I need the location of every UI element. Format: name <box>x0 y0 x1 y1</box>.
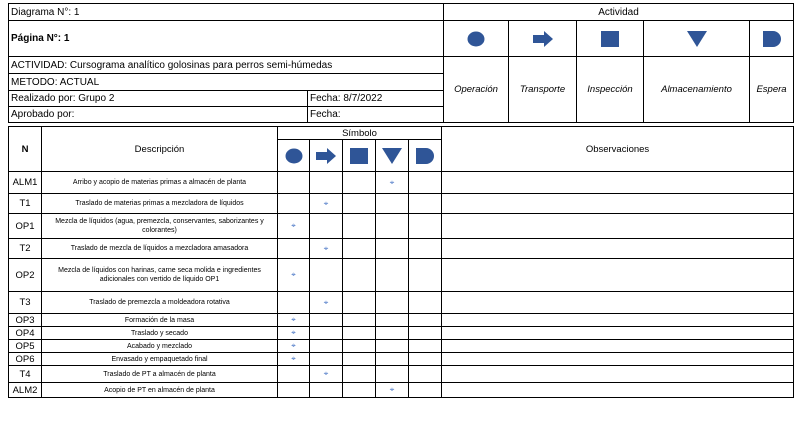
date-2: Fecha: <box>308 107 444 123</box>
step-description: Acopio de PT en almacén de planta <box>42 383 278 398</box>
symbol-cell <box>278 292 310 314</box>
table-row <box>9 340 794 353</box>
table-row <box>9 172 794 194</box>
label-operation: Operación <box>444 57 509 123</box>
symbol-cell <box>343 353 376 366</box>
symbol-cell <box>409 259 442 292</box>
mark-icon: ⌖ <box>291 354 296 363</box>
symbol-cell <box>343 340 376 353</box>
date: Fecha: 8/7/2022 <box>308 91 444 107</box>
symbol-cell <box>343 259 376 292</box>
symbol-cell <box>343 292 376 314</box>
symbol-cell <box>409 383 442 398</box>
mark-icon: ⌖ <box>291 270 296 279</box>
mark-icon: ⌖ <box>323 297 329 307</box>
arrow-right-icon <box>316 148 336 164</box>
symbol-cell <box>278 353 310 366</box>
symbol-cell <box>278 327 310 340</box>
table-row <box>9 259 794 292</box>
symbol-cell <box>376 314 409 327</box>
symbol-cell <box>310 239 343 259</box>
symbol-cell <box>278 383 310 398</box>
symbol-cell <box>343 383 376 398</box>
symbol-cell <box>409 340 442 353</box>
header-transport-cell <box>509 21 577 57</box>
step-id: OP5 <box>9 340 42 353</box>
symbol-cell <box>343 366 376 383</box>
symbol-cell <box>409 327 442 340</box>
symbol-cell <box>310 292 343 314</box>
symbol-cell <box>310 327 343 340</box>
d-shape-icon <box>763 31 781 47</box>
symbol-cell <box>376 327 409 340</box>
observation-cell <box>442 353 794 366</box>
symbol-cell <box>310 383 343 398</box>
table-row <box>9 366 794 383</box>
sym-inspection-cell <box>343 140 376 172</box>
mark-icon: ⌖ <box>389 177 395 187</box>
sym-operation-cell <box>278 140 310 172</box>
symbol-cell <box>278 259 310 292</box>
arrow-right-icon <box>533 31 553 47</box>
sym-wait-cell <box>409 140 442 172</box>
header-operation-cell <box>444 21 509 57</box>
label-transport: Transporte <box>509 57 577 123</box>
symbol-cell <box>278 172 310 194</box>
observation-cell <box>442 259 794 292</box>
header-inspection-cell <box>577 21 644 57</box>
symbol-cell <box>278 194 310 214</box>
step-description: Acabado y mezclado <box>42 340 278 353</box>
observation-cell <box>442 292 794 314</box>
header-table <box>8 3 794 123</box>
symbol-cell <box>343 194 376 214</box>
step-id: OP1 <box>9 214 42 239</box>
symbol-cell <box>409 366 442 383</box>
table-row <box>9 194 794 214</box>
symbol-cell <box>376 194 409 214</box>
symbol-cell <box>310 314 343 327</box>
step-id: OP6 <box>9 353 42 366</box>
step-description: Traslado de materias primas a mezcladora de líquidos <box>42 194 278 214</box>
step-id: OP2 <box>9 259 42 292</box>
symbol-cell <box>343 327 376 340</box>
table-row <box>9 292 794 314</box>
header-wait-cell <box>750 21 794 57</box>
observation-cell <box>442 340 794 353</box>
step-id: T2 <box>9 239 42 259</box>
mark-icon: ⌖ <box>291 341 296 350</box>
symbol-cell <box>343 239 376 259</box>
step-description: Traslado de premezcla a moldeadora rotativa <box>42 292 278 314</box>
step-description: Mezcla de líquidos (agua, premezcla, conservantes, saborizantes y colorantes) <box>42 214 278 239</box>
mark-icon: ⌖ <box>323 243 329 253</box>
symbol-cell <box>310 194 343 214</box>
mark-icon: ⌖ <box>291 315 296 324</box>
observation-cell <box>442 214 794 239</box>
step-id: T3 <box>9 292 42 314</box>
symbol-cell <box>278 340 310 353</box>
symbol-cell <box>409 353 442 366</box>
col-n-header: N <box>9 127 42 172</box>
square-icon <box>350 148 368 164</box>
symbol-cell <box>409 292 442 314</box>
symbol-cell <box>310 259 343 292</box>
symbol-cell <box>343 172 376 194</box>
symbol-cell <box>278 314 310 327</box>
square-icon <box>601 31 619 47</box>
symbol-cell <box>343 214 376 239</box>
table-row <box>9 327 794 340</box>
symbol-cell <box>310 340 343 353</box>
step-id: ALM1 <box>9 172 42 194</box>
symbol-cell <box>376 292 409 314</box>
symbol-cell <box>409 314 442 327</box>
symbol-cell <box>310 214 343 239</box>
header-storage-cell <box>644 21 750 57</box>
label-inspection: Inspección <box>577 57 644 123</box>
made-by: Realizado por: Grupo 2 <box>9 91 308 107</box>
sym-transport-cell <box>310 140 343 172</box>
symbol-cell <box>376 172 409 194</box>
table-row <box>9 383 794 398</box>
symbol-cell <box>409 214 442 239</box>
step-id: OP4 <box>9 327 42 340</box>
activity-description: ACTIVIDAD: Cursograma analítico golosinas para perros semi-húmedas <box>9 57 444 74</box>
mark-icon: ⌖ <box>291 221 296 230</box>
observation-cell <box>442 172 794 194</box>
observation-cell <box>442 383 794 398</box>
observation-cell <box>442 366 794 383</box>
symbol-cell <box>409 172 442 194</box>
observation-cell <box>442 327 794 340</box>
observation-cell <box>442 239 794 259</box>
activity-title: Actividad <box>444 4 794 21</box>
col-observations-header: Observaciones <box>442 127 794 172</box>
symbol-cell <box>376 353 409 366</box>
symbol-cell <box>376 214 409 239</box>
symbol-cell <box>376 259 409 292</box>
symbol-cell <box>278 214 310 239</box>
approved-by: Aprobado por: <box>9 107 308 123</box>
symbol-cell <box>376 340 409 353</box>
mark-icon: ⌖ <box>291 328 296 337</box>
page-number: Página N°: 1 <box>9 21 444 57</box>
observation-cell <box>442 194 794 214</box>
symbol-cell <box>310 366 343 383</box>
symbol-cell <box>409 239 442 259</box>
mark-icon: ⌖ <box>389 385 395 394</box>
circle-icon <box>285 148 303 164</box>
label-wait: Espera <box>750 57 794 123</box>
table-row <box>9 239 794 259</box>
step-description: Arribo y acopio de materias primas a almacén de planta <box>42 172 278 194</box>
step-description: Mezcla de líquidos con harinas, carne seca molida e ingredientes adicionales con vertido de líquido OP1 <box>42 259 278 292</box>
process-table <box>8 126 794 398</box>
symbol-cell <box>409 194 442 214</box>
step-id: ALM2 <box>9 383 42 398</box>
d-shape-icon <box>416 148 434 164</box>
triangle-down-icon <box>687 31 707 47</box>
step-description: Traslado de mezcla de líquidos a mezcladora amasadora <box>42 239 278 259</box>
symbol-cell <box>278 366 310 383</box>
triangle-down-icon <box>382 148 402 164</box>
step-description: Traslado de PT a almacén de planta <box>42 366 278 383</box>
symbol-cell <box>376 366 409 383</box>
label-storage: Almacenamiento <box>644 57 750 123</box>
symbol-cell <box>278 239 310 259</box>
circle-icon <box>467 31 485 47</box>
col-symbol-header: Símbolo <box>278 127 442 140</box>
step-id: T1 <box>9 194 42 214</box>
diagram-number: Diagrama N°: 1 <box>9 4 444 21</box>
sym-storage-cell <box>376 140 409 172</box>
symbol-cell <box>376 239 409 259</box>
process-chart-sheet <box>8 3 793 440</box>
mark-icon: ⌖ <box>323 369 329 378</box>
symbol-cell <box>343 314 376 327</box>
symbol-cell <box>376 383 409 398</box>
table-row <box>9 353 794 366</box>
observation-cell <box>442 314 794 327</box>
step-id: T4 <box>9 366 42 383</box>
method: METODO: ACTUAL <box>9 74 444 91</box>
step-id: OP3 <box>9 314 42 327</box>
symbol-cell <box>310 172 343 194</box>
table-row <box>9 214 794 239</box>
process-rows <box>9 172 794 398</box>
col-description-header: Descripción <box>42 127 278 172</box>
table-row <box>9 314 794 327</box>
symbol-cell <box>310 353 343 366</box>
step-description: Formación de la masa <box>42 314 278 327</box>
step-description: Traslado y secado <box>42 327 278 340</box>
mark-icon: ⌖ <box>323 198 329 208</box>
step-description: Envasado y empaquetado final <box>42 353 278 366</box>
